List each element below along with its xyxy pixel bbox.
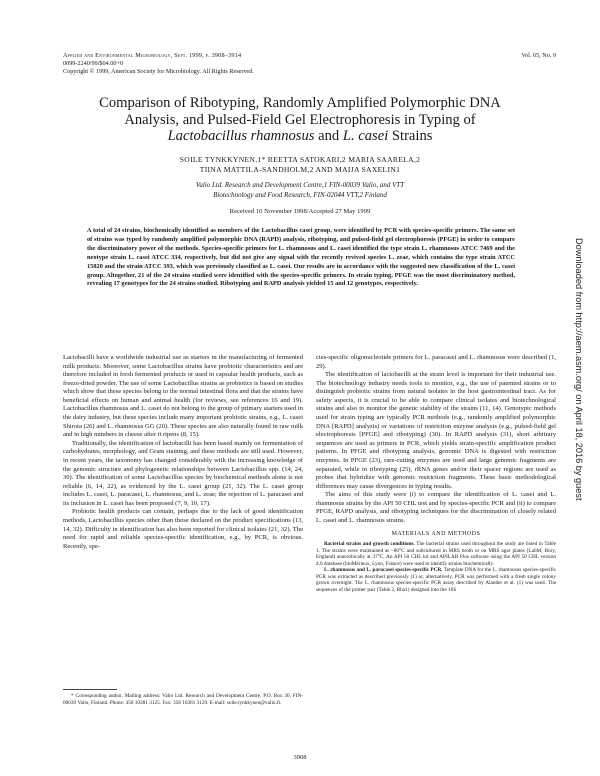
title-species-1: Lactobacillus rhamnosus xyxy=(167,128,315,144)
intro-paragraph-1: Lactobacilli have a worldwide industrial use as starters in the manufacturing of fermented milk products. Moreover, some Lactobacillus strains have probiotic characteristics and are therefore included in fresh fermented products or used in capsular health products, such as freeze-dried powder. The use of some Lactobacillus strains as probiotics is based on studies which show that these species belong to the normal intestinal flora and that the strains have beneficial effects on human and animal health (for reviews, see references 16 and 19). Lactobacillus rhamnosus and L. casei do not belong to the group of primary starters used in the dairy industry, but these species include many important probiotic strains, e.g., L. casei Shirota (26) and L. rhamnosus GG (20). These species are also naturally found in raw milk and in high numbers in cheese after it ripens (8, 15). xyxy=(63,354,303,439)
affiliation-line-2: Biotechnology and Food Research, FIN-02044 VTT,2 Finland xyxy=(213,190,387,199)
title-line-3 xyxy=(40,128,560,145)
authors xyxy=(40,155,560,175)
title-species-2: L. casei xyxy=(342,128,389,144)
affiliation-line-1: Valio Ltd. Research and Development Centre,1 FIN-00039 Valio, and VTT xyxy=(195,181,405,189)
download-watermark-text: Downloaded from http://aem.asm.org/ on April 18, 2016 by guest xyxy=(574,238,584,501)
intro-paragraph-6: The aims of this study were (i) to compare the identification of L. casei and L. rhamnosus strains by the API 50 CHL test and by species-specific PCR and (ii) to compare PFGE, RAPD analysis, and ribotyping techniques for the discrimination of closely related L. casei and L. rhamnosus strains. xyxy=(316,491,556,524)
intro-paragraph-4: cies-specific oligonucleotide primers for L. paracasei and L. rhamnosus were described (1, 29). xyxy=(316,354,556,370)
right-column xyxy=(316,354,556,594)
intro-paragraph-2: Traditionally, the identification of lactobacilli has been based mainly on fermentation of carbohydrates, morphology, and Gram staining, and these methods are still used. However, in recent years, the taxonomy has changed considerably with the increasing knowledge of the genomic structure and phylogenetic relationships between Lactobacillus spp. (14, 24, 30). The identification of some Lactobacillus species by biochemical methods alone is not reliable (6, 14, 22), as evidenced by the L. casei group (21, 32). The L. casei group includes L. casei, L. paracasei, L. rhamnosus, and L. zeae; the rejection of L. paracasei and its inclusion in L. casei has been proposed (7, 9, 10, 17). xyxy=(63,439,303,507)
title-end: Strains xyxy=(388,128,433,144)
methods-subhead-1: Bacterial strains and growth conditions. xyxy=(324,541,415,548)
footnote-text: * Corresponding author. Mailing address: Valio Ltd. Research and Development Centre, P.O. Box 30, FIN-00039 Valio, Finland. Phone: 358 10381 3125. Fax: 358 10381 3129. E-mail: soile.tynkkynen@valio.fi. xyxy=(63,693,303,706)
methods-subhead-2: L. rhamnosus and L. paracasei species-specific PCR. xyxy=(324,567,443,574)
authors-line-2: TIINA MATTILA-SANDHOLM,2 AND MAIJA SAXELIN1 xyxy=(199,165,401,174)
volume-issue: Vol. 65, No. 9 xyxy=(521,52,556,59)
affiliations xyxy=(40,181,560,200)
paper-title xyxy=(40,95,560,145)
intro-paragraph-5: The identification of lactobacilli at the strain level is important for their industrial use. The biotechnology industry needs tools to monitor, e.g., the use of patented strains or to distinguish probiotic strains from natural isolates in the host gastrointestinal tract. As for safety aspects, it is crucial to be able to compare clinical isolates and biotechnological strains and also to monitor the genetic stability of the strains (11, 14). Genotypic methods used for strain typing are typically PCR methods (e.g., randomly amplified polymorphic DNA [RAPD] analysis) or variations of restriction enzyme analysis (e.g., pulsed-field gel electrophoresis [PFGE] and ribotyping) (30). In RAPD analysis (31), short arbitrary sequences are used as primers in PCR, which yields strain-specific amplification product patterns. In PFGE and ribotyping analysis, genomic DNA is digested with restriction enzymes. In PFGE (23), rare-cutting enzymes are used and large genomic fragments are separated, while in ribotyping (25), rRNA genes and/or their spacer regions are used as probes that hybridize with genomic restriction fragments. These basic methodological differences may cause divergences in typing results. xyxy=(316,371,556,490)
issn: 0099-2240/99/$04.00+0 xyxy=(63,60,124,67)
download-sidebar xyxy=(572,238,586,538)
title-line-2: Analysis, and Pulsed-Field Gel Electrophoresis in Typing of xyxy=(124,111,476,128)
footnote-rule xyxy=(63,689,117,690)
corresponding-author-footnote xyxy=(63,693,303,706)
journal-citation: Applied and Environmental Microbiology, Sept. 1999, p. 3908–3914 xyxy=(63,52,242,59)
title-and: and xyxy=(314,128,343,144)
left-column xyxy=(63,354,303,551)
abstract: A total of 24 strains, biochemically identified as members of the Lactobacillus casei group, were identified by PCR with species-specific primers. The same set of strains was typed by randomly amplified polymorphic DNA (RAPD) analysis, ribotyping, and pulsed-field gel electrophoresis (PFGE) in order to compare the discriminatory power of the methods. Species-specific primers for L. rhamnosus and L. casei identified the type strain L. rhamnosus ATCC 7469 and the neotype strain L. casei ATCC 334, respectively, but did not give any signal with the recently revived species L. zeae, which contains the type strain ATCC 15820 and the strain ATCC 393, which was previously classified as L. casei. Our results are in accordance with the suggested new classification of the L. casei group. Altogether, 21 of the 24 strains studied were identified with the species-specific primers. In strain typing, PFGE was the most discriminatory method, revealing 17 genotypes for the 24 strains studied. Ribotyping and RAPD analysis yielded 15 and 12 genotypes, respectively. xyxy=(87,227,515,288)
intro-paragraph-3: Probiotic health products can contain, perhaps due to the lack of good identification methods, Lactobacillus species other than those declared on the product specifications (13, 14, 32). Difficulty in identification has also been reported for clinical isolates (21, 32). The need for rapid and reliable species-specific identification, e.g., by PCR, is obvious. Recently, spe- xyxy=(63,508,303,550)
methods-heading: MATERIALS AND METHODS xyxy=(391,530,481,537)
methods-para-2: Template DNA for the L. rhamnosus species-specific PCR was extracted as described previously (1) or, alternatively, PCR was performed with a fresh single colony grown overnight. The L. rhamnosus species-specific PCR assay described by Alander et al. (1) was used. The sequences of the primer pair (Table 2, Rha1) designed into the 16S xyxy=(316,567,557,593)
title-line-1: Comparison of Ribotyping, Randomly Amplified Polymorphic DNA xyxy=(99,95,501,111)
received-dates: Received 10 November 1998/Accepted 27 May 1999 xyxy=(229,208,371,215)
page-number: 3908 xyxy=(293,754,307,761)
authors-line-1: SOILE TYNKKYNEN,1* REETTA SATOKARI,2 MARIA SAARELA,2 xyxy=(179,155,421,164)
methods-para-1: The bacterial strains used throughout the study are listed in Table 1. The strains were maintained at −80°C and subcultured in MRS broth or on MRS agar plates (LabM, Bury, England) anaerobically at 37°C. An API 50 CHL kit and APILAB Plus software using the API 50 CHL version 4.0 database (bioMérieux, Lyon, France) were used to identify strains biochemically. xyxy=(316,541,556,567)
methods-text xyxy=(316,541,556,593)
copyright: Copyright © 1999, American Society for Microbiology. All Rights Reserved. xyxy=(63,68,254,75)
